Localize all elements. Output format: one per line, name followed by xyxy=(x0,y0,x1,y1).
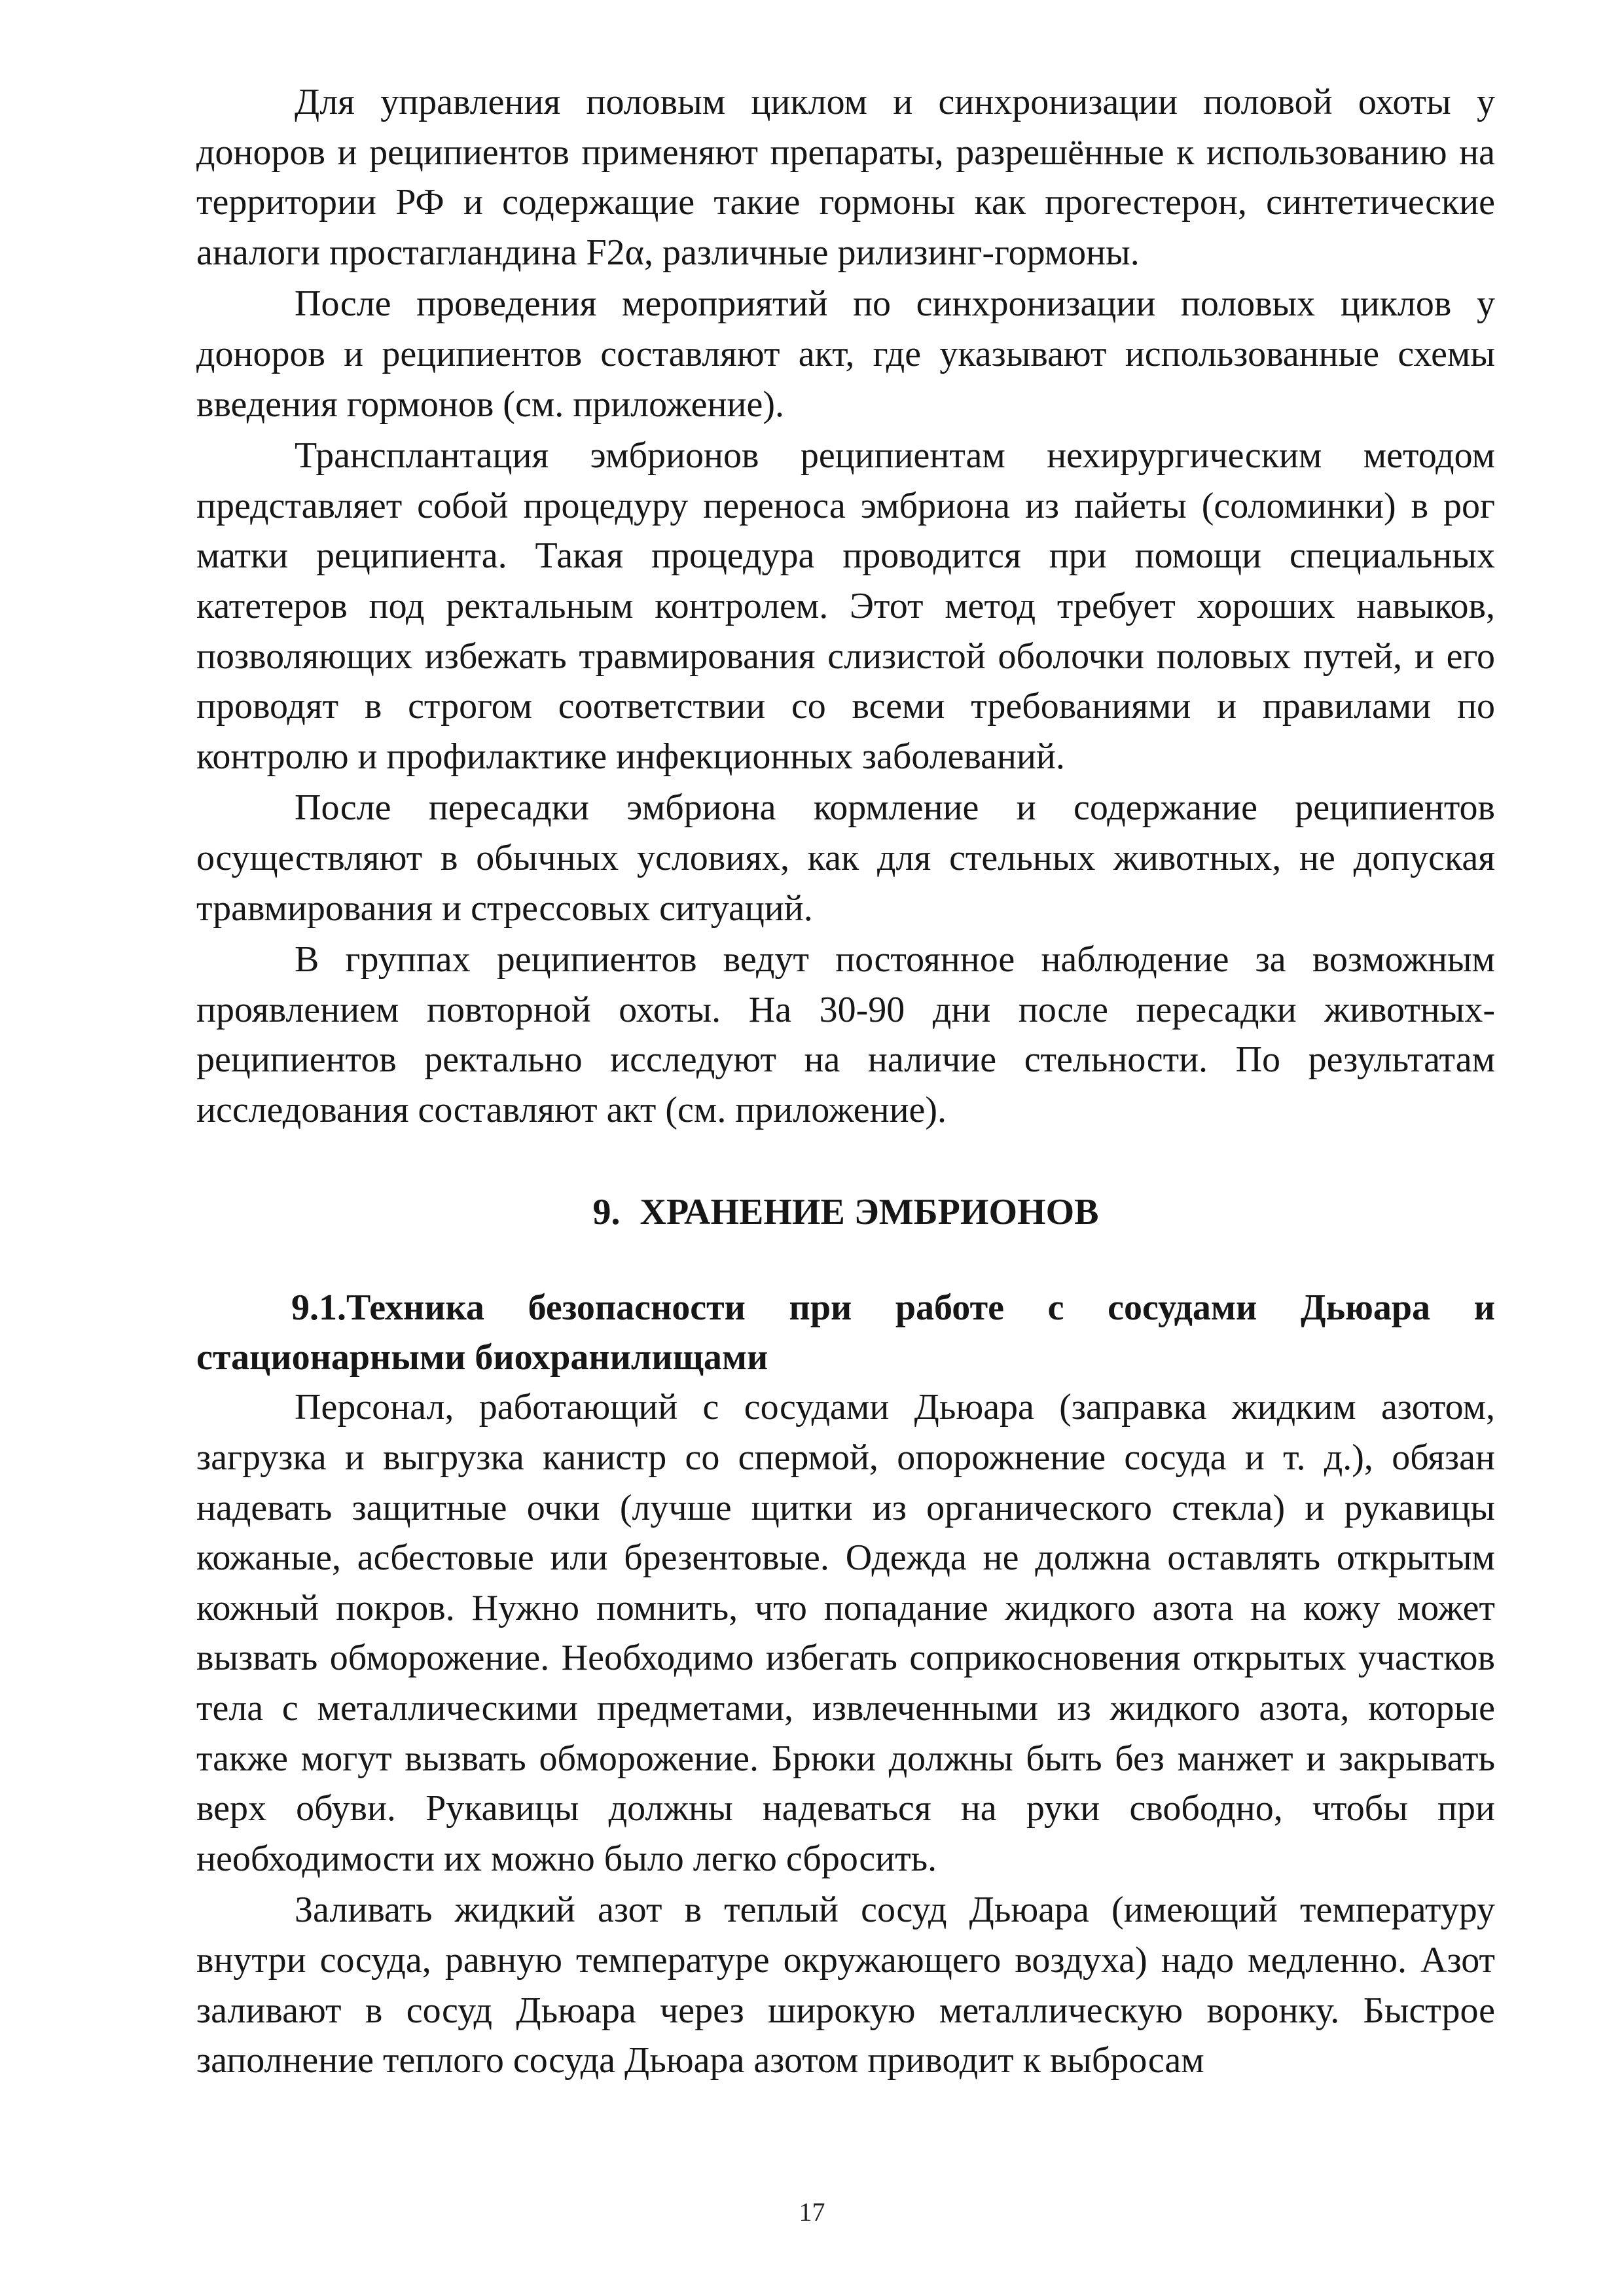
paragraph-safety-personnel: Персонал, работающий с сосудами Дьюара (заправка жидким азотом, загрузка и выгрузка канистр со спермой, опорожнение сосуда и т. д.), обязан надевать защитные очки (лучше щитки из органического стекла) и рукавицы кожаные, асбестовые или брезентовые. Одежда не должна оставлять открытым кожный покров. Нужно помнить, что попадание жидкого азота на кожу может вызвать обморожение. Необходимо избегать соприкосновения открытых участков тела с металлическими предметами, извлеченными из жидкого азота, которые также могут вызвать обморожение. Брюки должны быть без манжет и закрывать верх обуви. Рукавицы должны надеваться на руки свободно, чтобы при необходимости их можно было легко сбросить. xyxy=(196,1387,1495,1879)
section-heading xyxy=(196,1187,1495,1237)
document-page xyxy=(196,77,1495,2086)
paragraph-embryo-transplantation: Трансплантация эмбрионов реципиентам нехирургическим методом представляет собой процедуру переноса эмбриона из пайеты (соломинки) в рог матки реципиента. Такая процедура проводится при помощи специальных катетеров под ректальным контролем. Этот метод требует хороших навыков, позволяющих избежать травмирования слизистой оболочки половых путей, и его проводят в строгом соответствии со всеми требованиями и правилами по контролю и профилактике инфекционных заболеваний. xyxy=(196,435,1495,777)
paragraph-pregnancy-check: В группах реципиентов ведут постоянное наблюдение за возможным проявлением повторной охоты. На 30-90 дни после пересадки животных-реципиентов ректально исследуют на наличие стельности. По результатам исследования составляют акт (см. приложение). xyxy=(196,939,1495,1130)
paragraph-hormone-synchronization: Для управления половым циклом и синхронизации половой охоты у доноров и реципиентов применяют препараты, разрешённые к использованию на территории РФ и содержащие такие гормоны как прогестерон, синтетические аналоги простагландина F2α, различные рилизинг-гормоны. xyxy=(196,82,1495,273)
paragraph-nitrogen-filling: Заливать жидкий азот в теплый сосуд Дьюара (имеющий температуру внутри сосуда, равную температуре окружающего воздуха) надо медленно. Азот заливают в сосуд Дьюара через широкую металлическую воронку. Быстрое заполнение теплого сосуда Дьюара азотом приводит к выбросам xyxy=(196,1890,1495,2081)
subsection-heading: 9.1.Техника безопасности при работе с сосудами Дьюара и стационарными биохранилищами xyxy=(196,1287,1495,1378)
section-title: ХРАНЕНИЕ ЭМБРИОНОВ xyxy=(640,1192,1099,1233)
section-number: 9. xyxy=(592,1192,621,1233)
paragraph-recipient-care: После пересадки эмбриона кормление и содержание реципиентов осуществляют в обычных условиях, как для стельных животных, не допуская травмирования и стрессовых ситуаций. xyxy=(196,787,1495,929)
page-number: 17 xyxy=(799,2197,825,2227)
paragraph-synchronization-act: После проведения мероприятий по синхронизации половых циклов у доноров и реципиентов составляют акт, где указывают использованные схемы введения гормонов (см. приложение). xyxy=(196,283,1495,425)
